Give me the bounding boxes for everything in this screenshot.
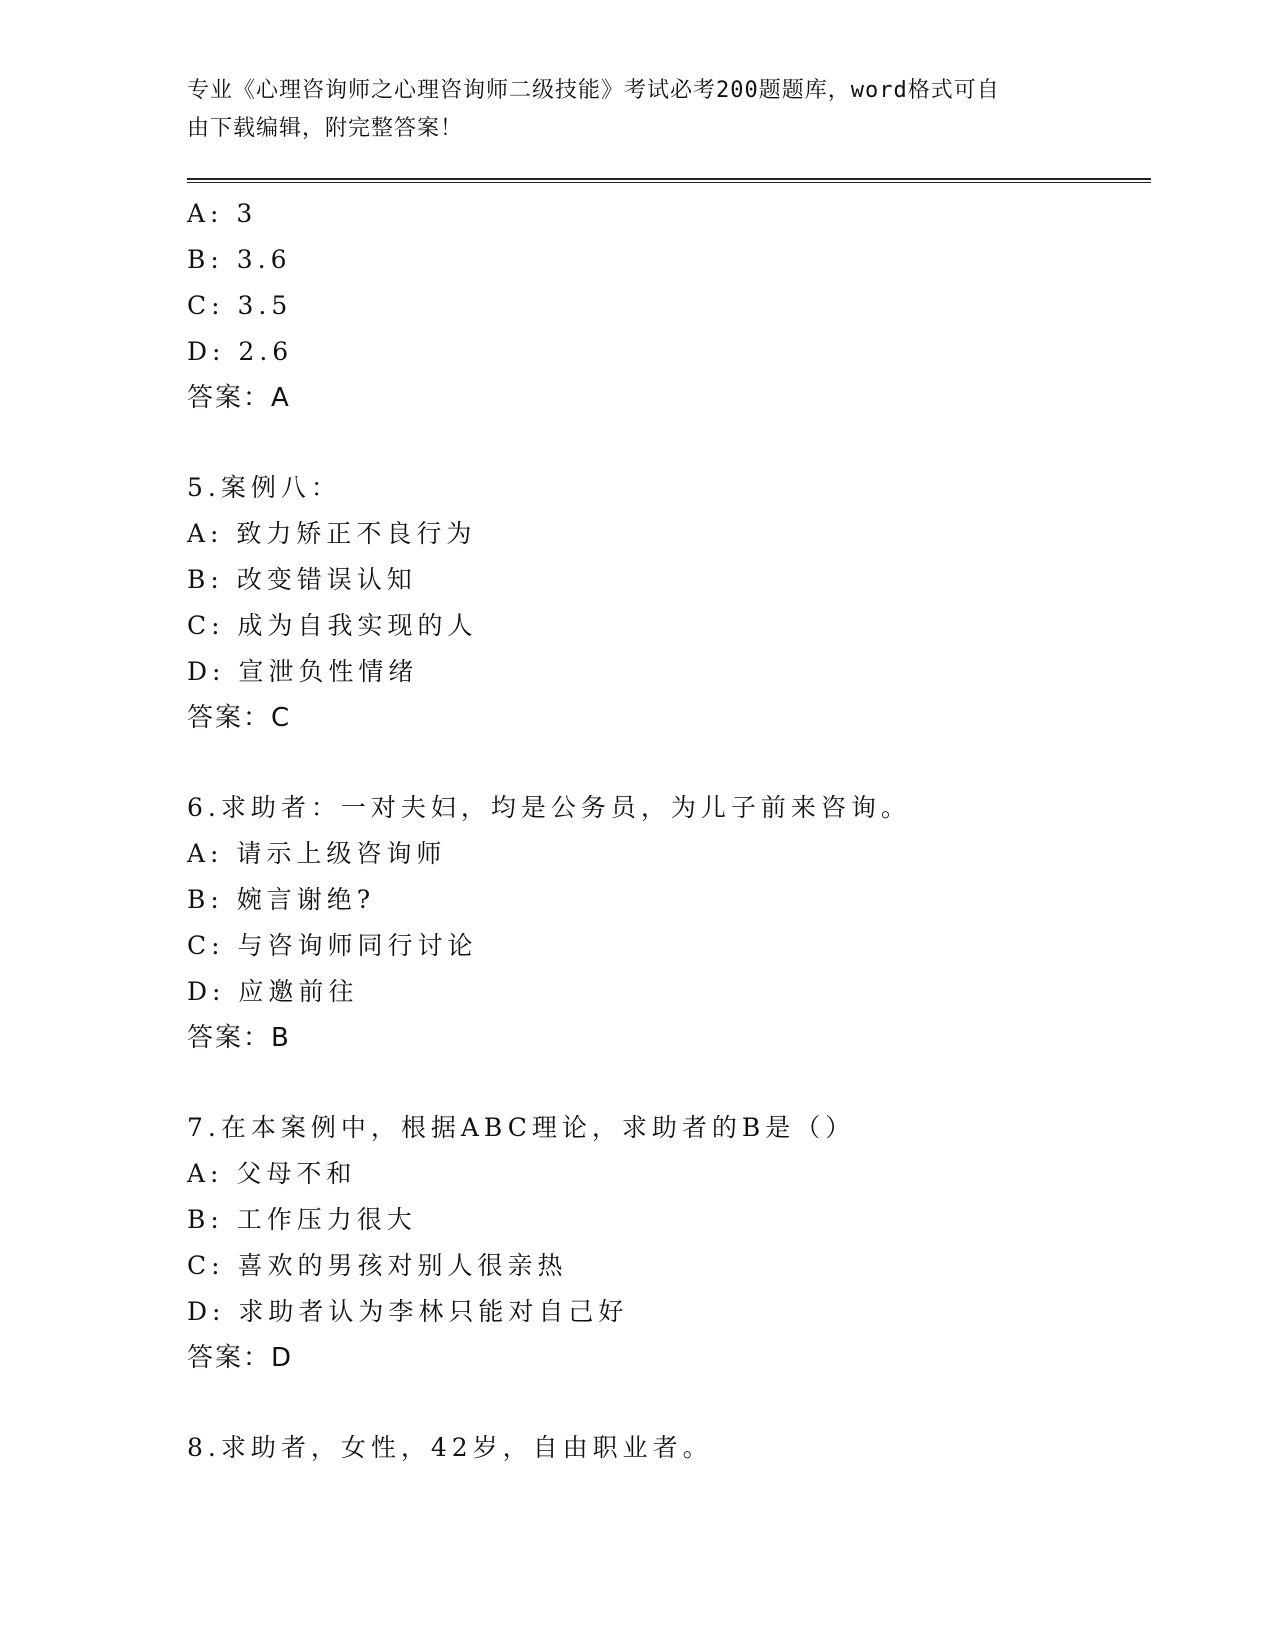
spacer — [187, 1061, 1151, 1105]
option-d: D: 应邀前往 — [187, 977, 359, 1006]
question-stem: 7.在本案例中，根据ABC理论，求助者的B是（） — [187, 1113, 856, 1142]
header-line-1: 专业《心理咨询师之心理咨询师二级技能》考试必考200题题库，word格式可自 — [187, 78, 1000, 103]
option-a: A: 致力矫正不良行为 — [187, 519, 477, 548]
option-c: C: 喜欢的男孩对别人很亲热 — [187, 1251, 568, 1280]
option-c: C: 成为自我实现的人 — [187, 611, 478, 640]
option-d: D: 求助者认为李林只能对自己好 — [187, 1297, 629, 1326]
question-7 — [187, 1105, 1151, 1381]
answer: 答案：D — [187, 1343, 294, 1373]
question-5 — [187, 465, 1151, 741]
question-stem: 5.案例八： — [187, 473, 341, 502]
option-b: B: 改变错误认知 — [187, 565, 417, 594]
header-divider-thin — [187, 182, 1151, 183]
spacer — [187, 1381, 1151, 1425]
option-c: C: 与咨询师同行讨论 — [187, 931, 478, 960]
question-6 — [187, 785, 1151, 1061]
question-stem: 6.求助者：一对夫妇，均是公务员，为儿子前来咨询。 — [187, 793, 911, 822]
question-stem: 8.求助者，女性，42岁，自由职业者。 — [187, 1433, 713, 1462]
option-b: B: 婉言谢绝? — [187, 885, 376, 914]
question-list — [187, 191, 1151, 1471]
option-d: D: 宣泄负性情绪 — [187, 657, 419, 686]
document-header — [187, 72, 1067, 148]
spacer — [187, 741, 1151, 785]
option-d: D: 2.6 — [187, 337, 294, 366]
spacer — [187, 421, 1151, 465]
option-a: A: 3 — [187, 199, 258, 228]
answer: 答案：B — [187, 1023, 291, 1053]
question-8 — [187, 1425, 1151, 1471]
answer: 答案：C — [187, 703, 292, 733]
question-4 — [187, 191, 1151, 421]
option-a: A: 请示上级咨询师 — [187, 839, 447, 868]
header-divider — [187, 178, 1151, 180]
option-a: A: 父母不和 — [187, 1159, 357, 1188]
option-c: C: 3.5 — [187, 291, 293, 320]
option-b: B: 3.6 — [187, 245, 292, 274]
header-line-2: 由下载编辑，附完整答案！ — [187, 116, 464, 141]
answer: 答案：A — [187, 383, 291, 413]
option-b: B: 工作压力很大 — [187, 1205, 417, 1234]
